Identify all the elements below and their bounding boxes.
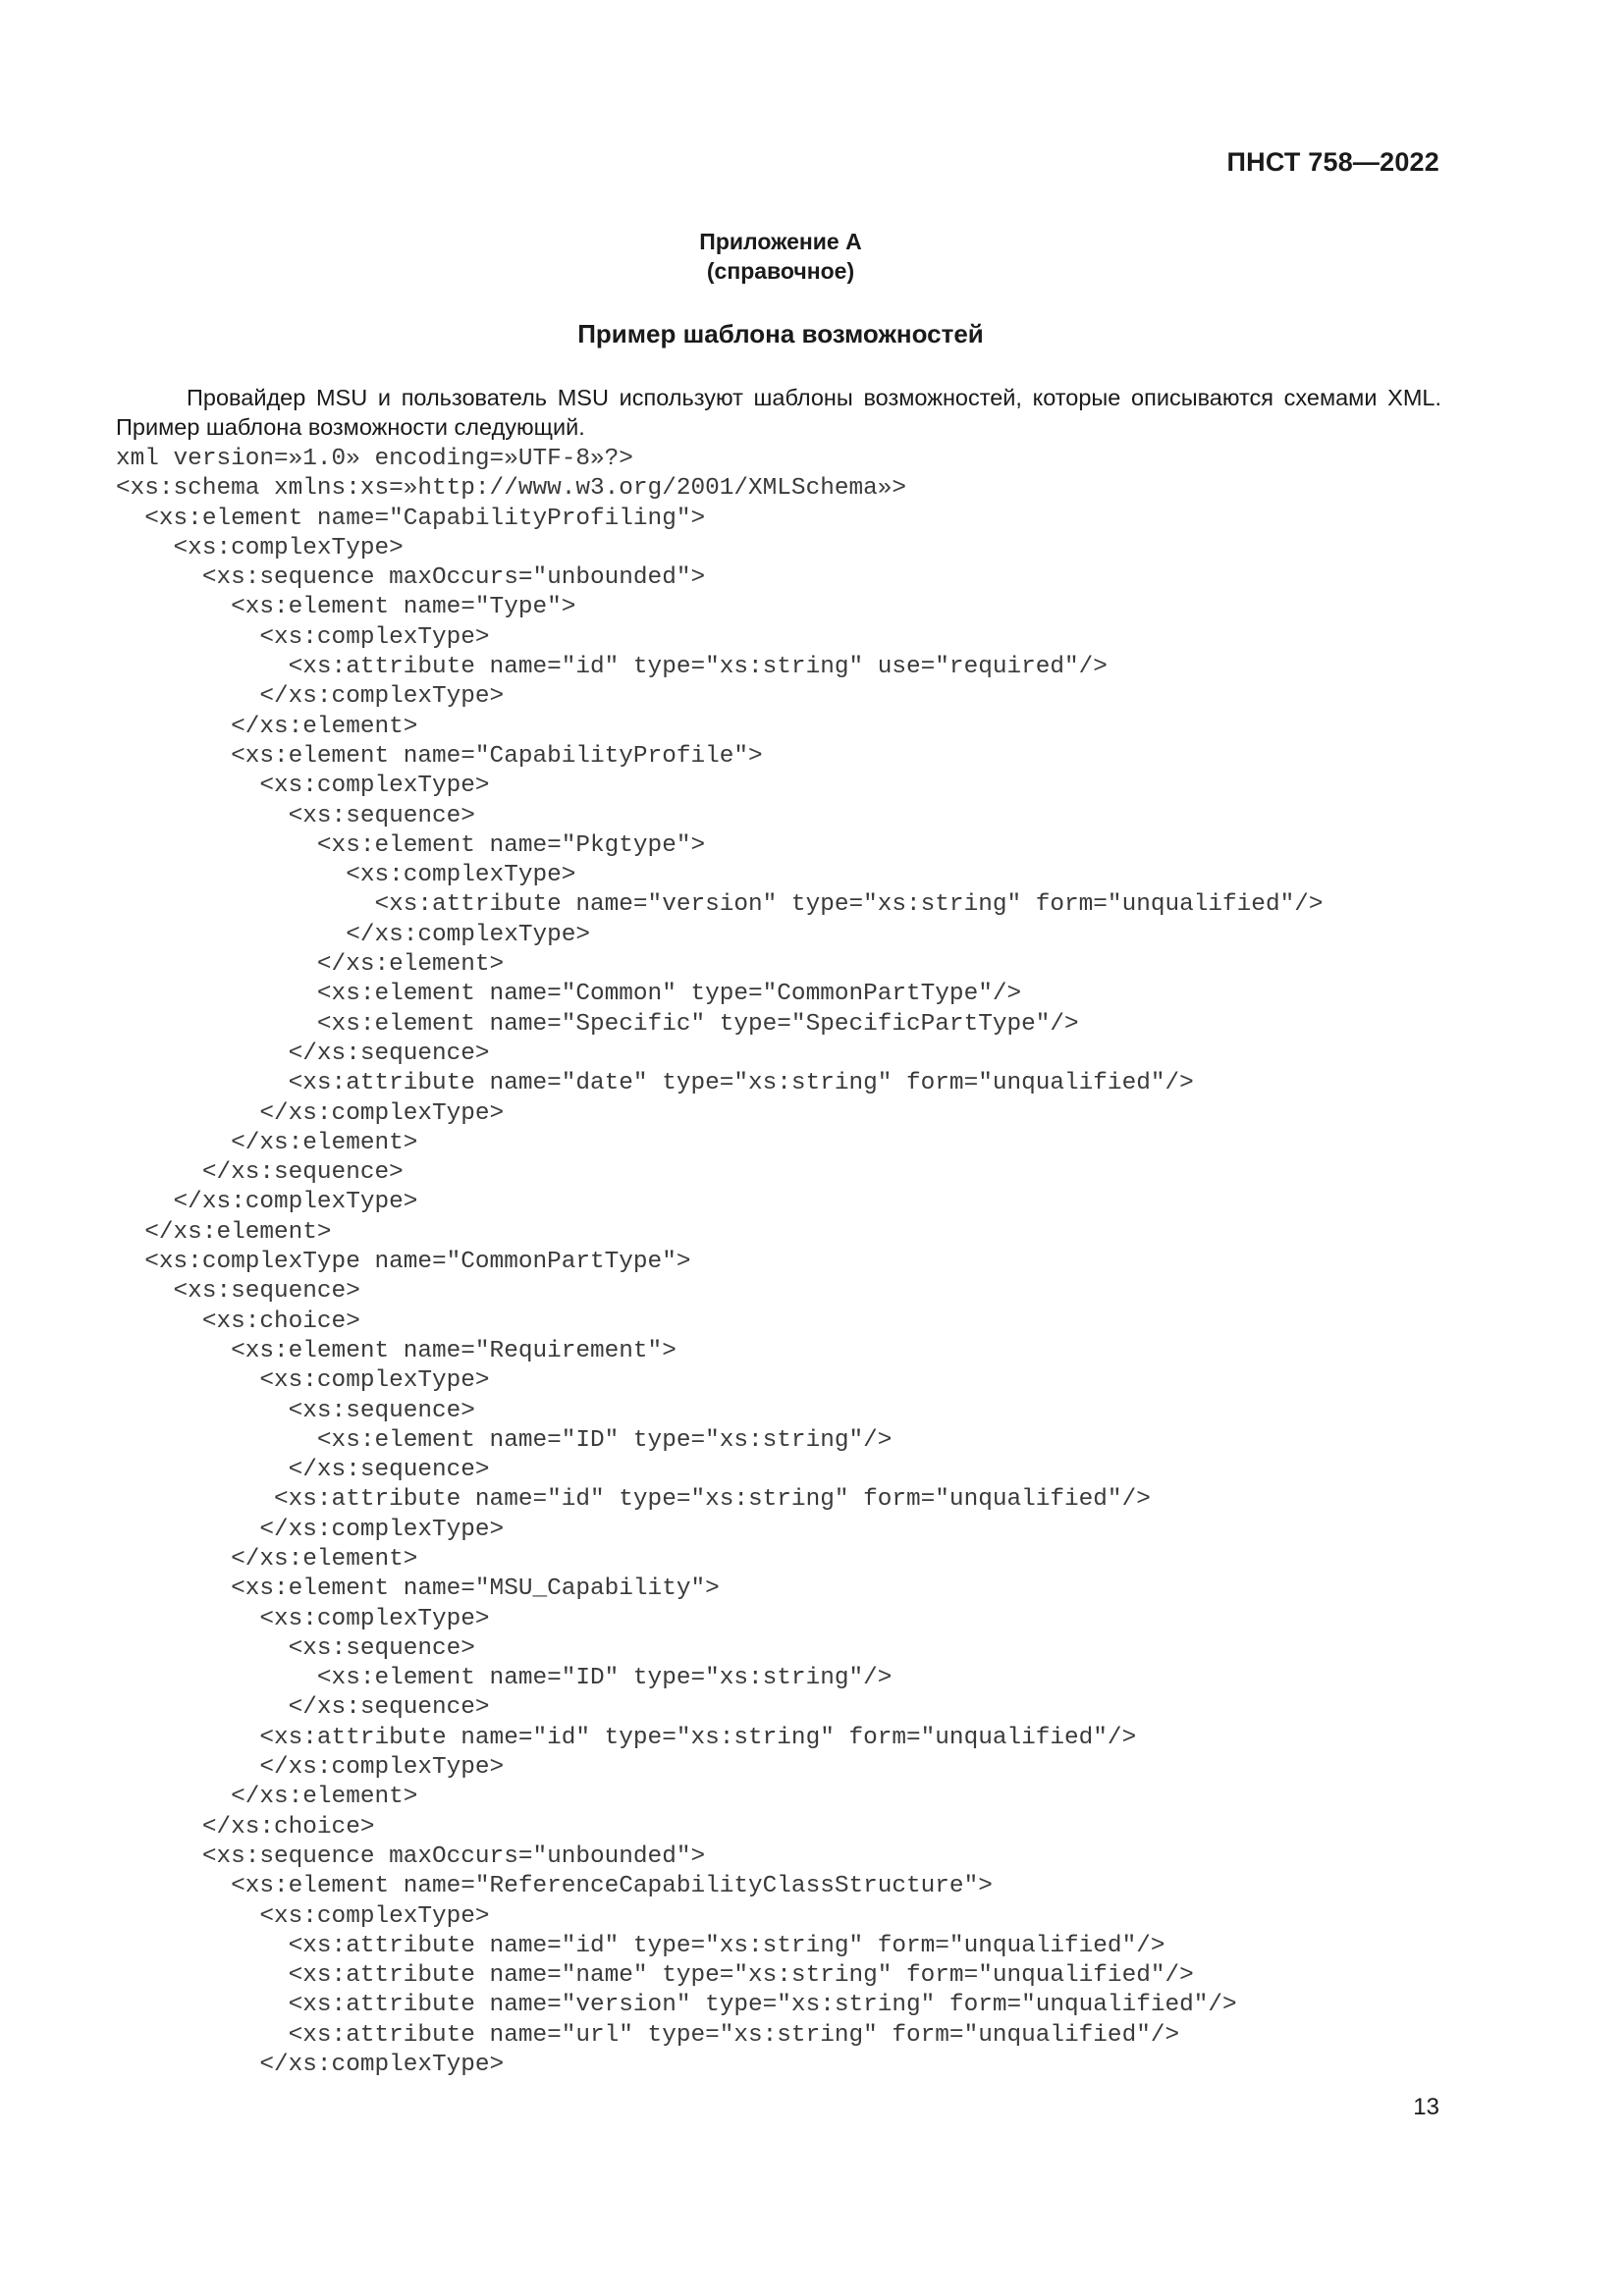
- code-line: </xs:complexType>: [116, 2052, 505, 2079]
- code-line: <xs:attribute name="id" type="xs:string" form="unqualified"/>: [116, 1932, 1165, 1959]
- page-number: 13: [1413, 2094, 1439, 2120]
- document-id: ПНСТ 758—2022: [1226, 147, 1439, 177]
- code-line: <xs:element name="ReferenceCapabilityClassStructure">: [116, 1873, 993, 1900]
- code-line: <xs:attribute name="id" type="xs:string" use="required"/>: [116, 654, 1108, 681]
- code-line: <xs:sequence>: [116, 1634, 475, 1662]
- code-line: <xs:element name="CapabilityProfile">: [116, 742, 763, 770]
- code-line: <xs:attribute name="url" type="xs:string" form="unqualified"/>: [116, 2021, 1180, 2049]
- code-line: <xs:complexType>: [116, 773, 490, 800]
- code-line: </xs:choice>: [116, 1813, 375, 1841]
- code-line: </xs:complexType>: [116, 1099, 505, 1127]
- intro-paragraph: Провайдер MSU и пользователь MSU используют шаблоны возможностей, которые описываются схемами XML. Пример шаблона возможности следующий.: [116, 385, 1441, 440]
- code-line: <xs:sequence maxOccurs="unbounded">: [116, 1842, 706, 1870]
- code-line: <xs:attribute name="id" type="xs:string" form="unqualified"/>: [116, 1724, 1137, 1751]
- code-line: <xs:element name="MSU_Capability">: [116, 1575, 720, 1603]
- code-line: xml version=»1.0» encoding=»UTF-8»?>: [116, 446, 633, 472]
- code-line: </xs:complexType>: [116, 1189, 418, 1216]
- appendix-heading: [0, 227, 1561, 286]
- code-line: <xs:element name="Type">: [116, 594, 576, 621]
- code-line: <xs:sequence>: [116, 802, 475, 829]
- code-line: <xs:element name="Pkgtype">: [116, 831, 706, 859]
- code-line: </xs:complexType>: [116, 921, 591, 948]
- code-line: <xs:element name="ID" type="xs:string"/>: [116, 1665, 893, 1692]
- code-line: <xs:element name="Requirement">: [116, 1337, 677, 1364]
- code-line: <xs:complexType>: [116, 1367, 490, 1395]
- code-line: <xs:complexType>: [116, 1605, 490, 1632]
- code-line: <xs:element name="Common" type="CommonPartType"/>: [116, 981, 1022, 1008]
- code-line: <xs:attribute name="version" type="xs:string" form="unqualified"/>: [116, 891, 1324, 919]
- code-line: <xs:element name="CapabilityProfiling">: [116, 505, 706, 532]
- code-line: <xs:complexType>: [116, 623, 490, 651]
- code-line: </xs:element>: [116, 713, 418, 740]
- code-line: <xs:attribute name="version" type="xs:string" form="unqualified"/>: [116, 1992, 1237, 2019]
- code-line: <xs:complexType>: [116, 862, 576, 889]
- code-line: <xs:sequence maxOccurs="unbounded">: [116, 564, 706, 592]
- code-line: </xs:element>: [116, 1545, 418, 1573]
- appendix-subtitle: (справочное): [706, 258, 855, 284]
- code-line: <xs:attribute name="id" type="xs:string" form="unqualified"/>: [116, 1486, 1151, 1514]
- code-line: </xs:element>: [116, 1129, 418, 1156]
- code-line: <xs:choice>: [116, 1308, 360, 1335]
- code-line: <xs:complexType>: [116, 1902, 490, 1930]
- code-line: </xs:element>: [116, 1784, 418, 1811]
- appendix-title: Приложение А: [699, 229, 862, 254]
- code-line: <xs:element name="ID" type="xs:string"/>: [116, 1426, 893, 1454]
- code-line: <xs:complexType name="CommonPartType">: [116, 1249, 691, 1276]
- code-line: <xs:attribute name="name" type="xs:string" form="unqualified"/>: [116, 1962, 1194, 1990]
- code-line: </xs:element>: [116, 1218, 332, 1246]
- code-line: </xs:sequence>: [116, 1457, 490, 1484]
- code-line: </xs:sequence>: [116, 1159, 404, 1187]
- code-line: <xs:element name="Specific" type="SpecificPartType"/>: [116, 1010, 1079, 1038]
- code-line: </xs:complexType>: [116, 1516, 505, 1543]
- xml-code-listing: [116, 445, 1324, 2080]
- code-line: <xs:schema xmlns:xs=»http://www.w3.org/2001/XMLSchema»>: [116, 475, 907, 503]
- code-line: <xs:sequence>: [116, 1278, 360, 1306]
- code-line: </xs:complexType>: [116, 1754, 505, 1782]
- code-line: <xs:attribute name="date" type="xs:string" form="unqualified"/>: [116, 1070, 1194, 1097]
- code-line: <xs:complexType>: [116, 534, 404, 561]
- code-line: </xs:complexType>: [116, 683, 505, 711]
- code-line: </xs:sequence>: [116, 1040, 490, 1067]
- code-line: </xs:sequence>: [116, 1694, 490, 1722]
- code-line: <xs:sequence>: [116, 1397, 475, 1424]
- code-line: </xs:element>: [116, 951, 505, 979]
- section-title: Пример шаблона возможностей: [577, 319, 984, 348]
